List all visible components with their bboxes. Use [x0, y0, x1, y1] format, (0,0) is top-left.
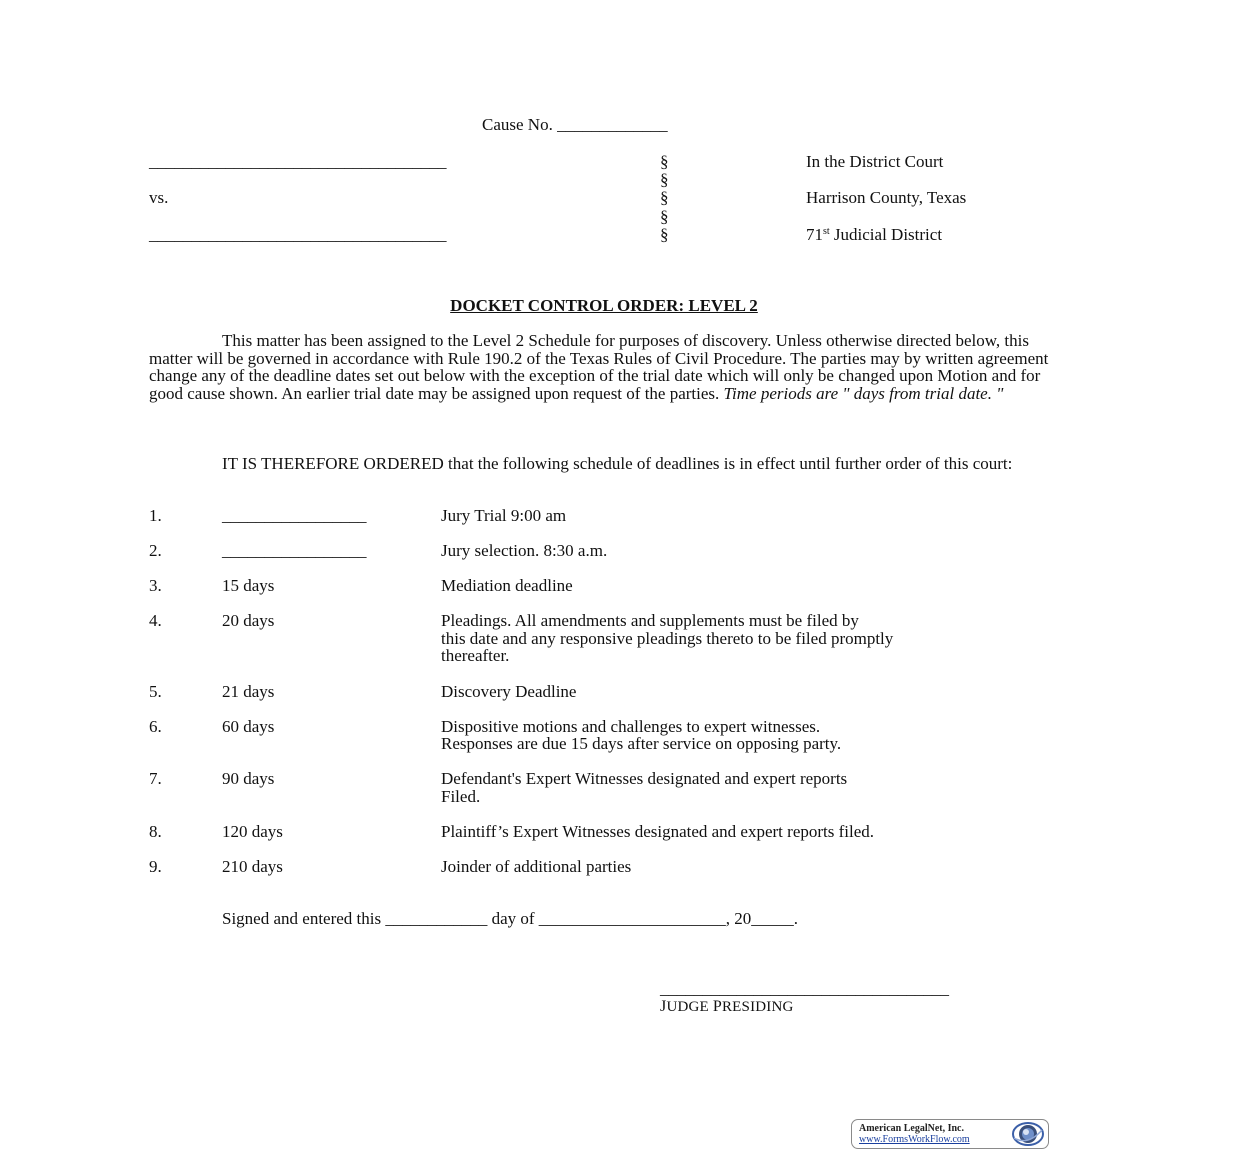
section-symbol: §	[660, 225, 669, 244]
section-symbol: §	[660, 170, 669, 189]
cause-number: Cause No. _____________	[482, 115, 668, 134]
district-suffix: st	[823, 226, 830, 237]
judge-label-j: J	[660, 998, 667, 1015]
document-title: DOCKET CONTROL ORDER: LEVEL 2	[450, 296, 758, 315]
signed-entered-line: Signed and entered this ____________ day of ______________________, 20_____.	[222, 909, 799, 928]
item-description-line: Responses are due 15 days after service on opposing party.	[441, 734, 842, 753]
item-number: 1.	[149, 506, 162, 525]
item-number: 3.	[149, 576, 162, 595]
court-name: In the District Court	[806, 152, 944, 171]
item-description: Plaintiff’s Expert Witnesses designated and expert reports filed.	[441, 822, 875, 841]
item-number: 6.	[149, 717, 162, 736]
item-description: Dispositive motions and challenges to expert witnesses.	[441, 717, 821, 736]
versus-label: vs.	[149, 188, 169, 207]
item-period: 15 days	[222, 576, 275, 595]
defendant-blank: ___________________________________	[149, 225, 447, 244]
item-description: Pleadings. All amendments and supplements must be filed by	[441, 611, 859, 630]
item-period: 90 days	[222, 769, 275, 788]
item-description-line: Filed.	[441, 787, 481, 806]
item-period: _________________	[222, 541, 367, 560]
logo-company: American LegalNet, Inc.	[859, 1123, 964, 1134]
county-name: Harrison County, Texas	[806, 188, 967, 207]
logo-url-link[interactable]: www.FormsWorkFlow.com	[859, 1134, 970, 1145]
item-period: _________________	[222, 506, 367, 525]
item-description: Jury selection. 8:30 a.m.	[441, 541, 608, 560]
item-description-line: thereafter.	[441, 646, 510, 665]
intro-paragraph	[149, 332, 1059, 402]
item-number: 4.	[149, 611, 162, 630]
judge-presiding-label	[660, 998, 794, 1016]
item-period: 20 days	[222, 611, 275, 630]
item-number: 9.	[149, 857, 162, 876]
item-description: Discovery Deadline	[441, 682, 577, 701]
judge-label-residing: RESIDING	[721, 999, 794, 1015]
item-period: 210 days	[222, 857, 283, 876]
section-symbol: §	[660, 188, 669, 207]
item-period: 120 days	[222, 822, 283, 841]
american-legalnet-logo	[851, 1119, 1049, 1149]
district-label: Judicial District	[829, 225, 943, 244]
ordered-text: IT IS THEREFORE ORDERED that the following schedule of deadlines is in effect until further order of this court:	[222, 454, 1013, 473]
item-number: 7.	[149, 769, 162, 788]
ordered-paragraph	[149, 455, 1059, 473]
section-symbol: §	[660, 207, 669, 226]
item-description: Mediation deadline	[441, 576, 573, 595]
district-number: 71	[806, 225, 823, 244]
intro-text: This matter has been assigned to the Level 2 Schedule for purposes of discovery. Unless otherwise directed below, this matter will be governed in accordance with Rule 190.2 of the Texas Rules of Civil Procedure. The parties may by written agreement change any of the deadline dates set out below with the exception of the trial date which will only be changed upon Motion and for good cause shown. An earlier trial date may be assigned upon request of the parties.	[149, 331, 1049, 403]
section-symbol: §	[660, 152, 669, 171]
item-number: 2.	[149, 541, 162, 560]
item-period: 21 days	[222, 682, 275, 701]
item-description: Jury Trial 9:00 am	[441, 506, 567, 525]
item-description: Joinder of additional parties	[441, 857, 632, 876]
globe-icon	[1009, 1121, 1045, 1147]
item-description: Defendant's Expert Witnesses designated and expert reports	[441, 769, 848, 788]
judicial-district	[806, 226, 942, 244]
plaintiff-blank: ___________________________________	[149, 152, 447, 171]
judge-signature-line: __________________________________	[660, 979, 949, 998]
item-period: 60 days	[222, 717, 275, 736]
intro-italic-note: Time periods are " days from trial date. "	[723, 383, 1004, 403]
judge-label-p: P	[712, 998, 722, 1015]
item-description-line: this date and any responsive pleadings thereto to be filed promptly	[441, 629, 894, 648]
judge-label-udge: UDGE	[666, 999, 713, 1015]
item-number: 5.	[149, 682, 162, 701]
item-number: 8.	[149, 822, 162, 841]
